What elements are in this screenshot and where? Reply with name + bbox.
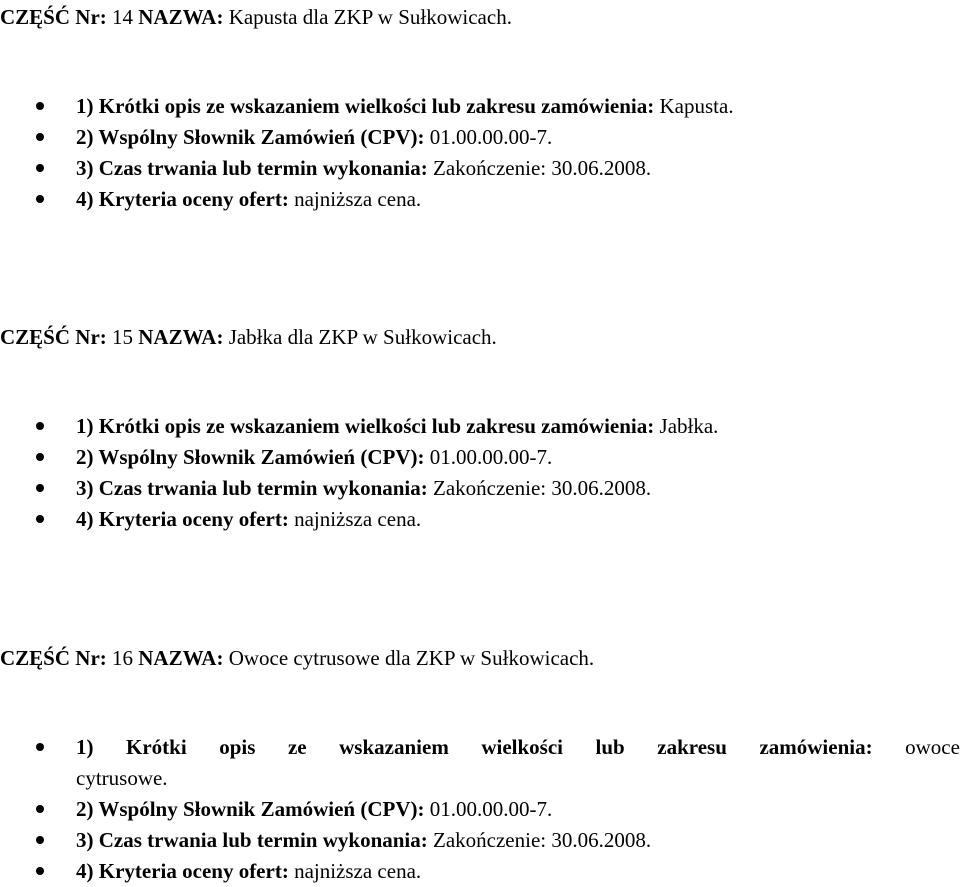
name-label: NAZWA: <box>138 325 224 349</box>
part-15 <box>0 322 960 353</box>
bullet-icon <box>36 422 44 430</box>
list-item: 1) Krótki opis ze wskazaniem wielkości lub zakresu zamówienia: Kapusta. <box>0 91 960 122</box>
list-item: 1) Krótki opis ze wskazaniem wielkości lub zakresu zamówienia: Jabłka. <box>0 411 960 442</box>
list-item: 4) Kryteria oceny ofert: najniższa cena. <box>0 504 960 535</box>
bullet-icon <box>36 133 44 141</box>
list-item: 4) Kryteria oceny ofert: najniższa cena. <box>0 856 960 887</box>
list-item: 2) Wspólny Słownik Zamówień (CPV): 01.00.00.00-7. <box>0 122 960 153</box>
justified-line: 1) Krótki opis ze wskazaniem wielkości lub zakresu zamówienia: owoce <box>76 735 960 759</box>
part-number: 16 <box>112 646 134 670</box>
bullet-icon <box>36 515 44 523</box>
bullet-icon <box>36 484 44 492</box>
list-item: 1) Krótki opis ze wskazaniem wielkości lub zakresu zamówienia: owoce cytrusowe. <box>0 732 960 794</box>
part-14-items <box>0 91 960 215</box>
bullet-icon <box>36 743 44 751</box>
list-item: 2) Wspólny Słownik Zamówień (CPV): 01.00.00.00-7. <box>0 442 960 473</box>
list-item: 3) Czas trwania lub termin wykonania: Zakończenie: 30.06.2008. <box>0 825 960 856</box>
bullet-icon <box>36 805 44 813</box>
bullet-icon <box>36 836 44 844</box>
part-name: Kapusta dla ZKP w Sułkowicach. <box>228 5 512 29</box>
part-label: CZĘŚĆ Nr: <box>0 5 107 29</box>
part-number: 15 <box>112 325 134 349</box>
part-heading <box>0 2 960 33</box>
part-number: 14 <box>112 5 134 29</box>
bullet-icon <box>36 164 44 172</box>
part-label: CZĘŚĆ Nr: <box>0 646 107 670</box>
bullet-icon <box>36 453 44 461</box>
list-item: 3) Czas trwania lub termin wykonania: Zakończenie: 30.06.2008. <box>0 473 960 504</box>
bullet-icon <box>36 102 44 110</box>
list-item: 3) Czas trwania lub termin wykonania: Zakończenie: 30.06.2008. <box>0 153 960 184</box>
part-name: Owoce cytrusowe dla ZKP w Sułkowicach. <box>228 646 595 670</box>
list-item: 2) Wspólny Słownik Zamówień (CPV): 01.00.00.00-7. <box>0 794 960 825</box>
name-label: NAZWA: <box>138 646 224 670</box>
part-14 <box>0 2 960 33</box>
part-heading <box>0 643 960 674</box>
part-heading <box>0 322 960 353</box>
part-15-items <box>0 411 960 535</box>
part-name: Jabłka dla ZKP w Sułkowicach. <box>228 325 497 349</box>
bullet-icon <box>36 867 44 875</box>
list-item: 4) Kryteria oceny ofert: najniższa cena. <box>0 184 960 215</box>
part-16 <box>0 643 960 674</box>
bullet-icon <box>36 195 44 203</box>
part-label: CZĘŚĆ Nr: <box>0 325 107 349</box>
part-16-items <box>0 732 960 887</box>
name-label: NAZWA: <box>138 5 224 29</box>
